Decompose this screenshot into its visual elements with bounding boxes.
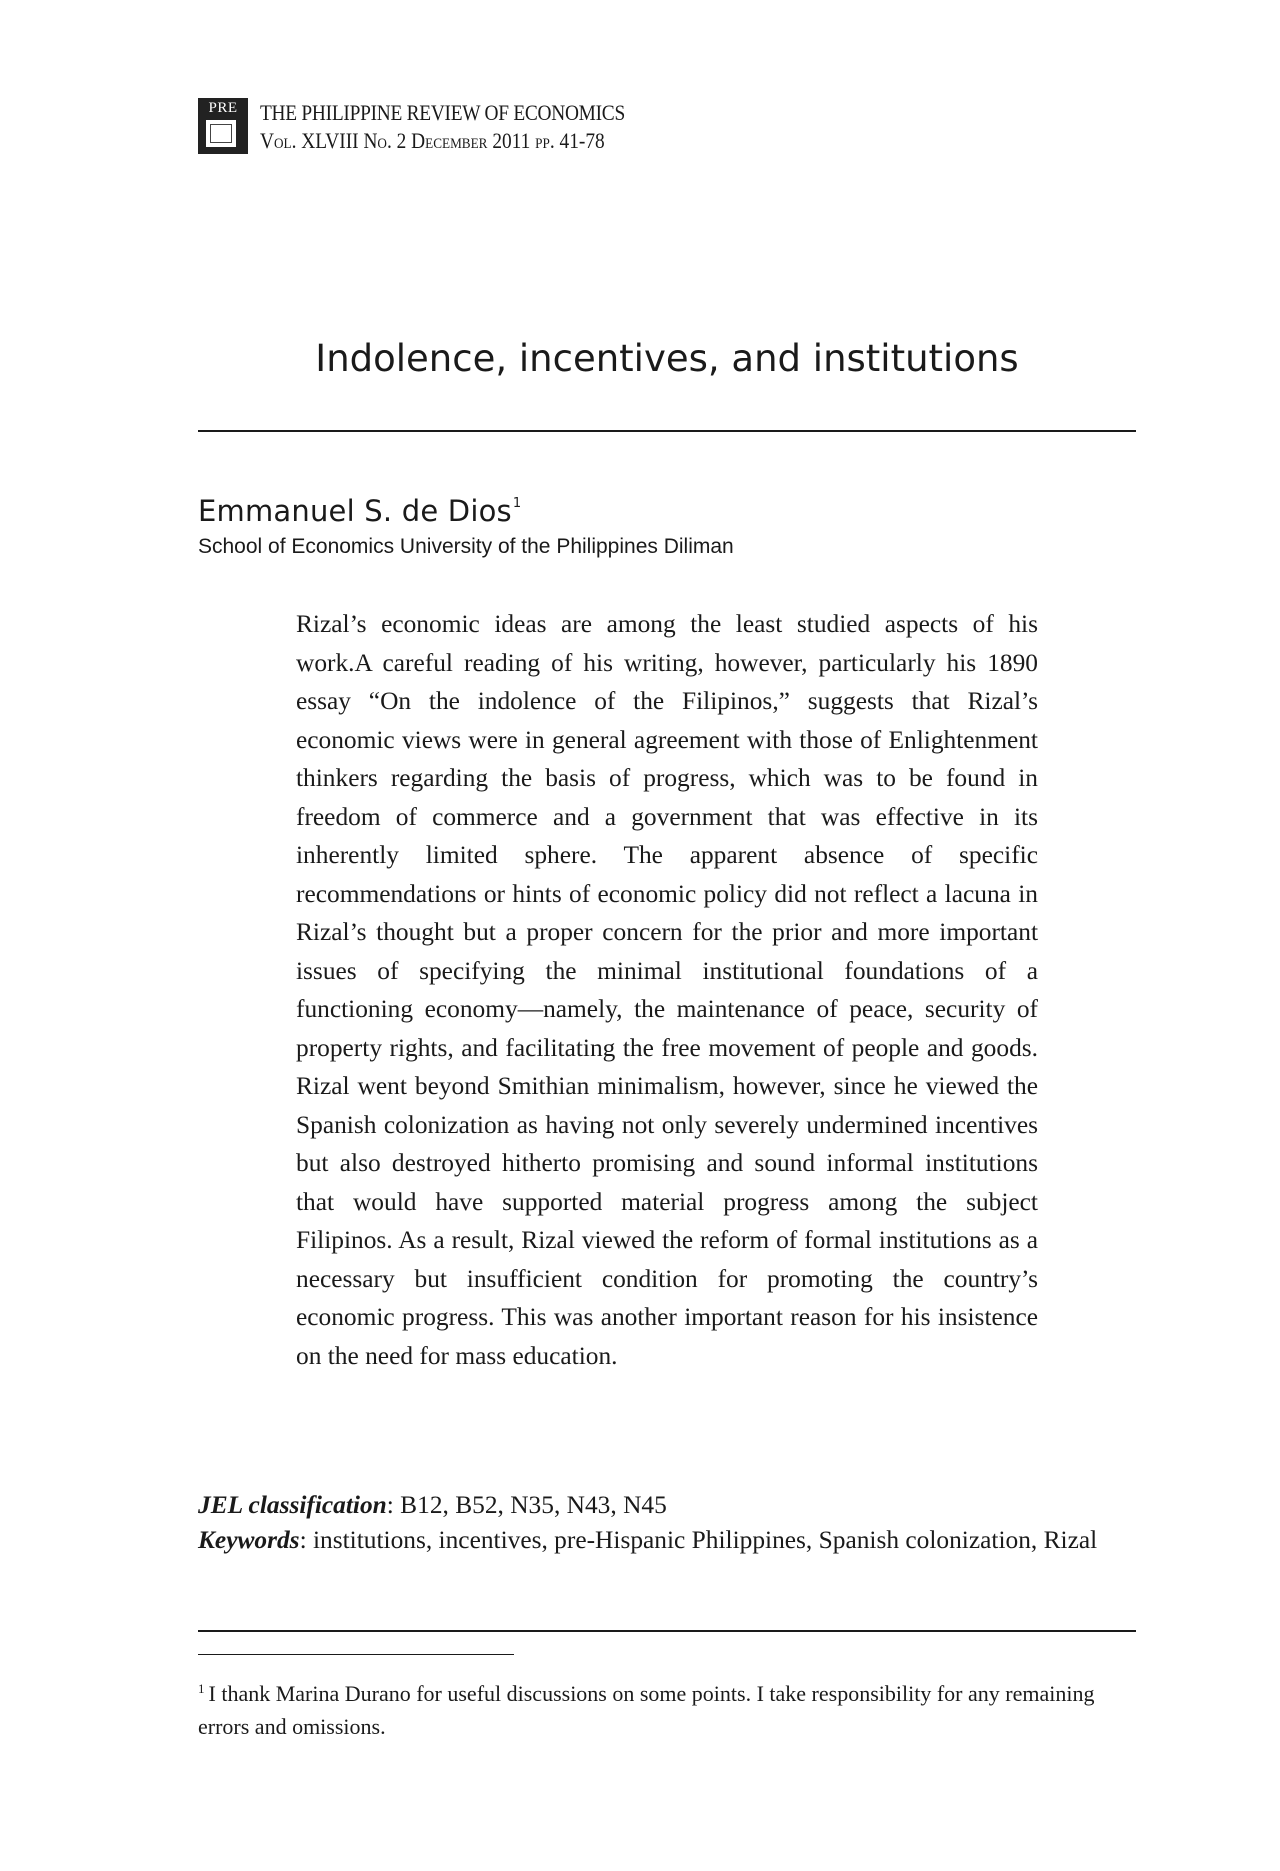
journal-issue: Vol. XLVIII No. 2 December 2011 pp. 41-78	[260, 128, 605, 153]
jel-classification	[198, 1488, 667, 1523]
keywords	[198, 1523, 1140, 1558]
jel-label: JEL classification	[198, 1491, 387, 1519]
article-title: Indolence, incentives, and institutions	[315, 337, 1019, 380]
section-rule	[198, 1630, 1136, 1632]
author-name: Emmanuel S. de Dios	[198, 494, 512, 528]
title-rule	[198, 430, 1136, 432]
journal-logo-box-icon	[206, 120, 236, 147]
journal-logo	[198, 98, 248, 154]
keywords-value: : institutions, incentives, pre-Hispanic Philippines, Spanish colonization, Rizal	[299, 1526, 1098, 1554]
author-footnote-marker: 1	[512, 496, 522, 511]
journal-meta	[260, 98, 675, 156]
keywords-label: Keywords	[198, 1526, 300, 1554]
footnote-separator	[198, 1654, 514, 1655]
abstract: Rizal’s economic ideas are among the least studied aspects of his work.A careful reading of his writing, however, particularly his 1890 essay “On the indolence of the Filipinos,” suggests that Rizal’s economic views were in general agreement with those of Enlightenment thinkers regarding the basis of progress, which was to be found in freedom of commerce and a government that was effective in its inherently limited sphere. The apparent absence of specific recommendations or hints of economic policy did not reflect a lacuna in Rizal’s thought but a proper concern for the prior and more important issues of specifying the minimal institutional foundations of a functioning economy—namely, the maintenance of peace, security of property rights, and facilitating the free movement of people and goods. Rizal went beyond Smithian minimalism, however, since he viewed the Spanish colonization as having not only severely undermined incentives but also destroyed hitherto promising and sound informal institutions that would have supported material progress among the subject Filipinos. As a result, Rizal viewed the reform of formal institutions as a necessary but insufficient condition for promoting the country’s economic progress. This was another important reason for his insistence on the need for mass education.	[296, 610, 1038, 1370]
footnote-text: I thank Marina Durano for useful discussions on some points. I take responsibility for any remaining errors and omissions.	[198, 1681, 1095, 1739]
author-name-line	[198, 486, 521, 529]
footnote	[198, 1672, 1138, 1743]
journal-name: THE PHILIPPINE REVIEW OF ECONOMICS	[260, 100, 625, 125]
author-affiliation: School of Economics University of the Philippines Diliman	[198, 535, 734, 558]
jel-value: : B12, B52, N35, N43, N45	[386, 1491, 667, 1519]
journal-logo-text: PRE	[208, 100, 238, 116]
footnote-marker: 1	[198, 1681, 205, 1696]
journal-header	[198, 98, 675, 156]
